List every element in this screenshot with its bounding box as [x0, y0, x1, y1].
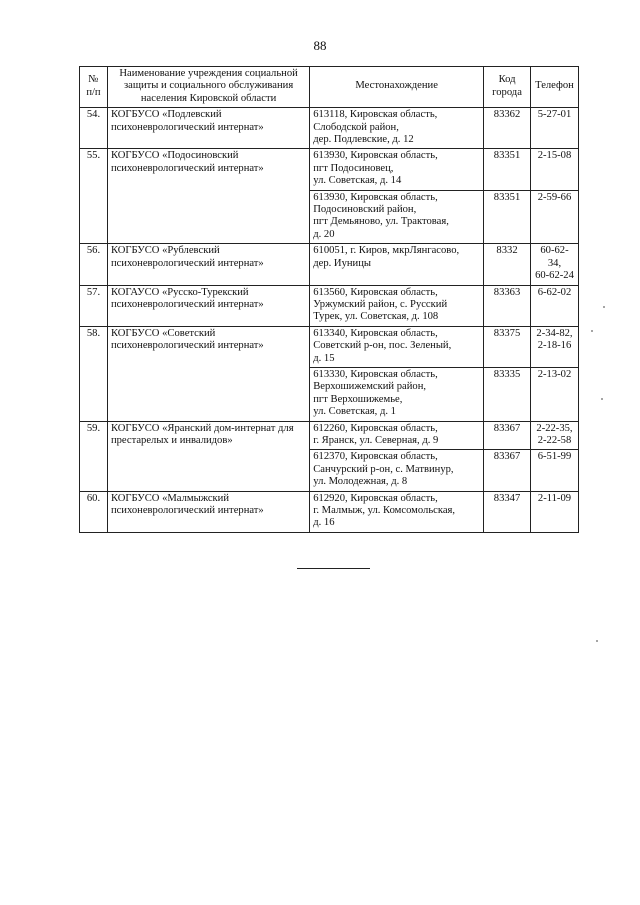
- institution-name: КОГАУСО «Русско-Турекский психоневрологический интернат»: [107, 285, 309, 326]
- city-code: 83335: [484, 367, 531, 421]
- city-code: 83351: [484, 190, 531, 244]
- table-row: [80, 491, 579, 532]
- header-phone: Телефон: [530, 67, 578, 108]
- address-line: ул. Советская, д. 1: [313, 406, 396, 418]
- address-line: 613560, Кировская область,: [313, 286, 438, 298]
- table-body: [80, 108, 579, 533]
- phone-number: [530, 450, 578, 491]
- address-line: д. 20: [313, 228, 335, 240]
- address-line: пгт Подосиновец,: [313, 162, 394, 174]
- phone-line: 2-22-35,: [536, 422, 573, 434]
- location-address: [310, 491, 484, 532]
- address-line: 613330, Кировская область,: [313, 368, 438, 380]
- table-row: [80, 285, 579, 326]
- city-code: 83351: [484, 149, 531, 190]
- address-line: пгт Верхошижемье,: [313, 393, 403, 405]
- location-address: [310, 244, 484, 285]
- table-header-row: [80, 67, 579, 108]
- location-address: [310, 421, 484, 450]
- scan-speck: [596, 640, 598, 642]
- location-address: [310, 108, 484, 149]
- address-line: дер. Подлевские, д. 12: [313, 134, 414, 146]
- location-address: [310, 326, 484, 367]
- row-number: 60.: [80, 491, 108, 532]
- location-address: [310, 149, 484, 190]
- phone-number: [530, 285, 578, 326]
- phone-number: [530, 244, 578, 285]
- phone-line: 60-62-24: [535, 270, 574, 282]
- institution-name: КОГБУСО «Подлевский психоневрологический интернат»: [107, 108, 309, 149]
- location-address: [310, 285, 484, 326]
- institutions-table: [79, 66, 579, 533]
- address-line: 613930, Кировская область,: [313, 150, 438, 162]
- table-row: [80, 149, 579, 190]
- address-line: 610051, г. Киров, мкрЛянгасово,: [313, 245, 460, 257]
- phone-line: 2-22-58: [537, 434, 572, 446]
- phone-number: [530, 421, 578, 450]
- phone-number: [530, 326, 578, 367]
- phone-number: [530, 367, 578, 421]
- address-line: д. 16: [313, 517, 335, 529]
- scan-speck: [591, 330, 593, 332]
- address-line: Советский р-он, пос. Зеленый,: [313, 340, 452, 352]
- city-code: 83367: [484, 450, 531, 491]
- address-line: Верхошижемский район,: [313, 381, 427, 393]
- address-line: пгт Демьяново, ул. Трактовая,: [313, 216, 449, 228]
- phone-number: [530, 149, 578, 190]
- phone-line: 6-62-02: [537, 286, 572, 298]
- row-number: 54.: [80, 108, 108, 149]
- row-number: 56.: [80, 244, 108, 285]
- phone-number: [530, 190, 578, 244]
- table-row: [80, 244, 579, 285]
- address-line: 613340, Кировская область,: [313, 327, 438, 339]
- phone-line: 2-11-09: [537, 492, 572, 504]
- address-line: дер. Иуницы: [313, 257, 371, 269]
- address-line: Уржумский район, с. Русский: [313, 298, 448, 310]
- table-row: [80, 108, 579, 149]
- phone-number: [530, 108, 578, 149]
- header-name: Наименование учреждения социальной защиты и социального обслуживания населения Кировской области: [107, 67, 309, 108]
- address-line: 613930, Кировская область,: [313, 191, 438, 203]
- institution-name: КОГБУСО «Малмыжский психоневрологический интернат»: [107, 491, 309, 532]
- city-code: 83375: [484, 326, 531, 367]
- phone-line: 2-15-08: [537, 150, 572, 162]
- address-line: д. 15: [313, 352, 335, 364]
- institution-name: КОГБУСО «Яранский дом-интернат для престарелых и инвалидов»: [107, 421, 309, 491]
- address-line: г. Малмыж, ул. Комсомольская,: [313, 505, 456, 516]
- row-number: 55.: [80, 149, 108, 244]
- table-row: [80, 421, 579, 450]
- page-number: 88: [313, 38, 327, 53]
- city-code: 83347: [484, 491, 531, 532]
- address-line: ул. Советская, д. 14: [313, 175, 402, 187]
- row-number: 59.: [80, 421, 108, 491]
- header-address: Местонахождение: [310, 67, 484, 108]
- city-code: 83363: [484, 285, 531, 326]
- table-row: [80, 326, 579, 367]
- address-line: 612920, Кировская область,: [313, 492, 438, 504]
- scan-speck: [601, 398, 603, 400]
- address-line: Турек, ул. Советская, д. 108: [313, 311, 439, 323]
- address-line: Подосиновский район,: [313, 204, 417, 216]
- header-code: Код города: [484, 67, 531, 108]
- phone-line: 2-59-66: [537, 191, 572, 203]
- institution-name: КОГБУСО «Советский психоневрологический интернат»: [107, 326, 309, 421]
- location-address: [310, 367, 484, 421]
- phone-line: 60-62-34,: [540, 245, 569, 269]
- phone-number: [530, 491, 578, 532]
- address-line: 613118, Кировская область,: [313, 109, 438, 121]
- phone-line: 2-34-82,: [536, 327, 573, 339]
- institution-name: КОГБУСО «Подосиновский психоневрологический интернат»: [107, 149, 309, 244]
- city-code: 83367: [484, 421, 531, 450]
- scan-speck: [603, 306, 605, 308]
- phone-line: 6-51-99: [537, 451, 572, 463]
- row-number: 58.: [80, 326, 108, 421]
- address-line: 612260, Кировская область,: [313, 422, 438, 434]
- closing-rule: [297, 568, 370, 569]
- city-code: 8332: [484, 244, 531, 285]
- address-line: г. Яранск, ул. Северная, д. 9: [313, 434, 439, 446]
- header-num: № п/п: [80, 67, 108, 108]
- city-code: 83362: [484, 108, 531, 149]
- address-line: Санчурский р-он, с. Матвинур,: [313, 463, 454, 475]
- phone-line: 5-27-01: [537, 109, 572, 121]
- address-line: ул. Молодежная, д. 8: [313, 476, 408, 488]
- address-line: 612370, Кировская область,: [313, 451, 438, 463]
- phone-line: 2-13-02: [537, 368, 572, 380]
- row-number: 57.: [80, 285, 108, 326]
- institution-name: КОГБУСО «Рублевский психоневрологический интернат»: [107, 244, 309, 285]
- location-address: [310, 450, 484, 491]
- location-address: [310, 190, 484, 244]
- phone-line: 2-18-16: [537, 340, 572, 352]
- address-line: Слободской район,: [313, 121, 399, 133]
